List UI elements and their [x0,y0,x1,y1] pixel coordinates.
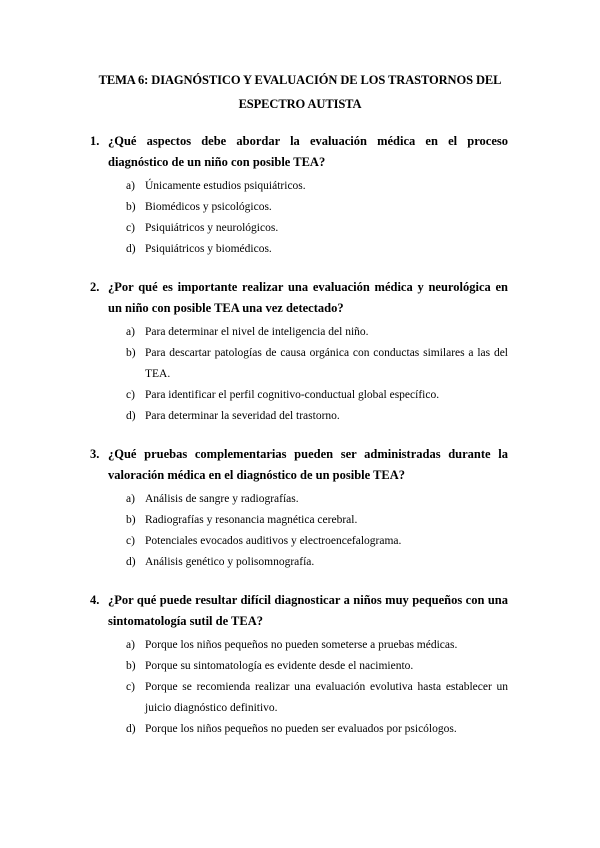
option-letter: a) [126,326,135,338]
option-letter: d) [126,723,136,735]
option-b [90,510,508,531]
option-letter: a) [126,639,135,651]
option-text: Para determinar la severidad del trastorno. [145,410,340,422]
question-number: 2. [90,280,100,294]
option-d [90,239,508,260]
option-c [90,385,508,406]
question-3 [90,444,508,573]
question-number: 1. [90,134,100,148]
question-heading [90,131,508,173]
option-text: Psiquiátricos y neurológicos. [145,222,279,234]
question-heading [90,590,508,632]
option-letter: c) [126,535,135,547]
title-line-2: ESPECTRO AUTISTA [238,97,362,111]
option-d [90,552,508,573]
option-text: Para determinar el nivel de inteligencia del niño. [145,326,369,338]
question-heading [90,277,508,319]
question-number: 3. [90,447,100,461]
option-list [90,489,508,573]
option-letter: c) [126,681,135,693]
option-a [90,635,508,656]
question-text: ¿Por qué es importante realizar una evaluación médica y neurológica en un niño con posible TEA una vez detectado? [108,280,508,315]
question-1 [90,131,508,260]
option-text: Porque se recomienda realizar una evaluación evolutiva hasta establecer un juicio diagnóstico definitivo. [145,681,508,714]
option-b [90,656,508,677]
option-a [90,322,508,343]
option-letter: b) [126,514,136,526]
option-text: Porque los niños pequeños no pueden someterse a pruebas médicas. [145,639,458,651]
option-text: Porque los niños pequeños no pueden ser evaluados por psicólogos. [145,723,457,735]
option-letter: a) [126,493,135,505]
question-4 [90,590,508,740]
option-letter: d) [126,556,136,568]
option-letter: b) [126,201,136,213]
option-text: Para descartar patologías de causa orgánica con conductas similares a las del TEA. [145,347,508,380]
option-letter: c) [126,389,135,401]
option-text: Psiquiátricos y biomédicos. [145,243,272,255]
question-text: ¿Por qué puede resultar difícil diagnosticar a niños muy pequeños con una sintomatología sutil de TEA? [108,593,508,628]
option-text: Radiografías y resonancia magnética cerebral. [145,514,358,526]
option-letter: d) [126,243,136,255]
question-number: 4. [90,593,100,607]
option-c [90,677,508,719]
option-letter: d) [126,410,136,422]
option-c [90,218,508,239]
option-d [90,406,508,427]
page-title [90,68,510,116]
option-c [90,531,508,552]
option-text: Análisis genético y polisomnografía. [145,556,315,568]
option-a [90,489,508,510]
option-letter: b) [126,660,136,672]
option-list [90,635,508,740]
option-letter: a) [126,180,135,192]
option-text: Únicamente estudios psiquiátricos. [145,180,306,192]
option-text: Porque su sintomatología es evidente desde el nacimiento. [145,660,414,672]
option-a [90,176,508,197]
option-d [90,719,508,740]
option-letter: c) [126,222,135,234]
option-letter: b) [126,347,136,359]
option-text: Biomédicos y psicológicos. [145,201,272,213]
option-b [90,197,508,218]
question-2 [90,277,508,427]
option-list [90,322,508,427]
option-text: Potenciales evocados auditivos y electroencefalograma. [145,535,402,547]
question-text: ¿Qué pruebas complementarias pueden ser administradas durante la valoración médica en el diagnóstico de un posible TEA? [108,447,508,482]
option-list [90,176,508,260]
question-heading [90,444,508,486]
question-text: ¿Qué aspectos debe abordar la evaluación médica en el proceso diagnóstico de un niño con posible TEA? [108,134,508,169]
option-text: Para identificar el perfil cognitivo-conductual global específico. [145,389,440,401]
option-text: Análisis de sangre y radiografías. [145,493,299,505]
title-line-1: TEMA 6: DIAGNÓSTICO Y EVALUACIÓN DE LOS TRASTORNOS DEL [98,73,502,87]
option-b [90,343,508,385]
